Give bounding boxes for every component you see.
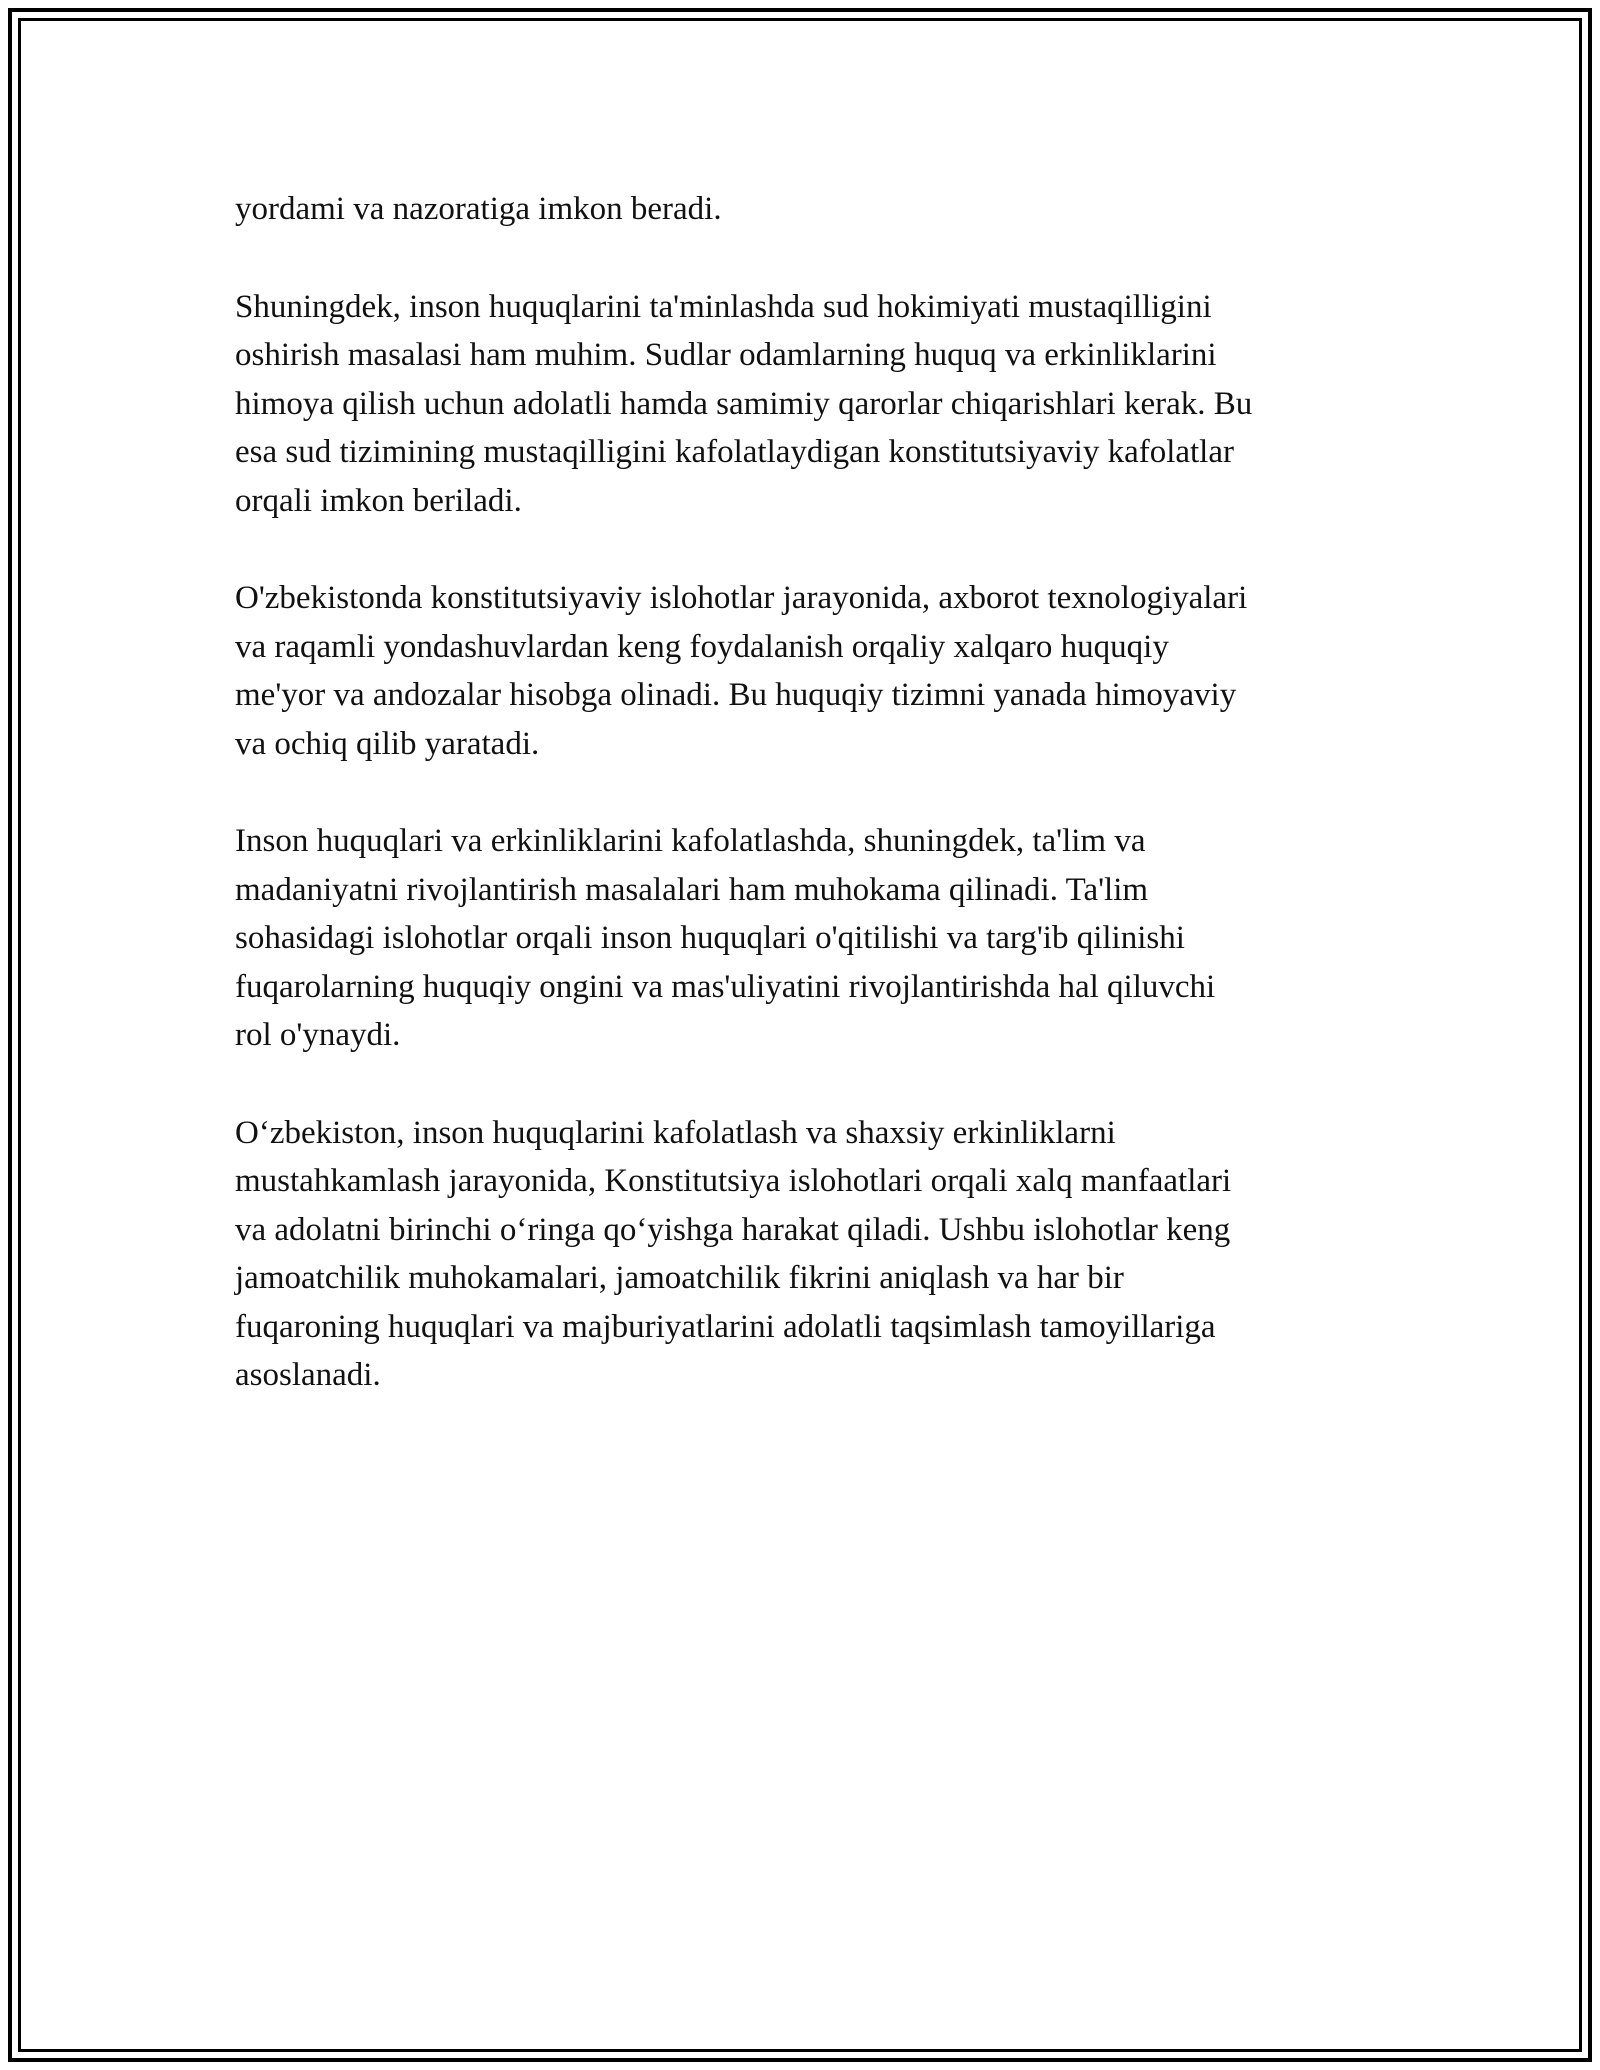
paragraph-education-culture: Inson huquqlari va erkinliklarini kafolatlashda, shuningdek, ta'lim va madaniyatni rivojlantirish masalalari ham muhokama qilinadi. Ta'lim sohasidagi islohotlar orqali inson huquqlari o'qitilishi va targ'ib qilinishi fuqarolarning huquqiy ongini va mas'uliyatini rivojlantirishda hal qiluvchi rol o'ynaydi. [235, 823, 1216, 1053]
paragraph-constitutional-reforms: O'zbekistonda konstitutsiyaviy islohotlar jarayonida, axborot texnologiyalari va raqamli yondashuvlardan keng foydalanish orqaliy xalqaro huquqiy me'yor va andozalar hisobga olinadi. Bu huquqiy tizimni yanada himoyaviy va ochiq qilib yaratadi. [235, 580, 1248, 762]
document-body [235, 185, 1375, 1449]
paragraph-judicial-independence: Shuningdek, inson huquqlarini ta'minlashda sud hokimiyati mustaqilligini oshirish masalasi ham muhim. Sudlar odamlarning huquq va erkinliklarini himoya qilish uchun adolatli hamda samimiy qarorlar chiqarishlari kerak. Bu esa sud tizimining mustaqilligini kafolatlaydigan konstitutsiyaviy kafolatlar orqali imkon beriladi. [235, 288, 1253, 519]
paragraph-continuation: yordami va nazoratiga imkon beradi. [235, 191, 722, 227]
paragraph-uzbekistan-rights: O‘zbekiston, inson huquqlarini kafolatlash va shaxsiy erkinliklarni mustahkamlash jarayonida, Konstitutsiya islohotlari orqali xalq manfaatlari va adolatni birinchi o‘ringa qo‘yishga harakat qiladi. Ushbu islohotlar keng jamoatchilik muhokamalari, jamoatchilik fikrini aniqlash va har bir fuqaroning huquqlari va majburiyatlarini adolatli taqsimlash tamoyillariga asoslanadi. [235, 1114, 1232, 1393]
